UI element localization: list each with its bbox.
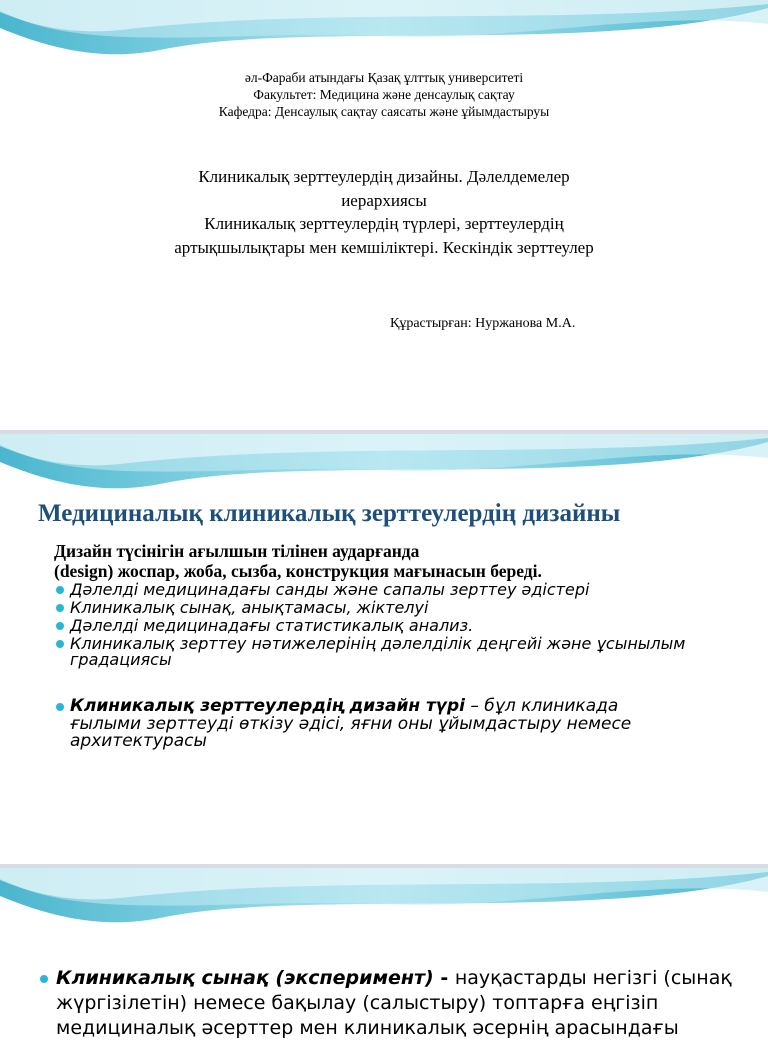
list-item-text: Клиникалық сынақ, анықтамасы, жіктелуі xyxy=(70,598,429,617)
wave-decoration xyxy=(0,0,768,70)
wave-decoration xyxy=(0,868,768,938)
definition-term: Клиникалық зерттеулердің дизайн түрі xyxy=(70,696,465,716)
bullet-list xyxy=(54,582,690,670)
definition-text: – бұл клиникада ғылыми зерттеуді өткізу әдісі, яғни оны ұйымдастыру немесе архитектурасы xyxy=(70,696,632,751)
bullet-icon xyxy=(56,703,64,711)
list-item xyxy=(54,582,690,598)
list-item-text: Клиникалық зерттеу нәтижелерінің дәлелділік деңгейі және ұсынылым градациясы xyxy=(70,634,686,669)
title-line: артықшылықтары мен кемшіліктері. Кескіндік зерттеулер xyxy=(174,237,594,257)
wave-decoration xyxy=(0,434,768,504)
intro-line: Дизайн түсінігін ағылшын тілінен аударғанда xyxy=(54,541,420,561)
experiment-term: Клиникалық сынақ (эксперимент) xyxy=(56,967,434,989)
definition-item xyxy=(54,698,690,751)
slide-title: Медициналық клиникалық зерттеулердің дизайны xyxy=(38,500,621,527)
intro-text xyxy=(54,541,542,581)
bullet-icon xyxy=(56,586,64,594)
definition-list xyxy=(54,698,690,753)
university-block xyxy=(0,69,768,120)
intro-line: (design) жоспар, жоба, сызба, конструкция мағынасын береді. xyxy=(54,561,542,581)
list-item xyxy=(54,636,690,668)
bullet-icon xyxy=(56,622,64,630)
bullet-icon xyxy=(56,640,64,648)
list-item xyxy=(54,600,690,616)
slide-1 xyxy=(0,0,768,430)
faculty-name: Факультет: Медицина және денсаулық сақтау xyxy=(253,87,515,102)
slide-3 xyxy=(0,868,768,1039)
title-line: Клиникалық зерттеулердің түрлері, зерттеулердің xyxy=(204,214,564,233)
title-line: Клиникалық зерттеулердің дизайны. Дәлелдемелер xyxy=(198,167,570,186)
experiment-definition xyxy=(38,966,756,1041)
presentation-title xyxy=(0,165,768,259)
list-item xyxy=(54,618,690,634)
department-name: Кафедра: Денсаулық сақтау саясаты және ұйымдастыруы xyxy=(218,104,550,119)
term-dash: - xyxy=(433,967,455,989)
author: Құрастырған: Нуржанова М.А. xyxy=(390,316,576,331)
bullet-icon xyxy=(40,975,48,983)
bullet-icon xyxy=(56,604,64,612)
list-item-text: Дәлелді медицинадағы санды және сапалы зерттеу әдістері xyxy=(70,580,590,599)
experiment-text: науқастарды негізгі (сынақ жүргізілетін) немесе бақылау (салыстыру) топтарға еңгізіп медициналық әсерттер мен клиникалық əсернің арасындағы xyxy=(56,967,732,1039)
title-line: иерархиясы xyxy=(341,190,427,210)
university-name: әл-Фараби атындағы Қазақ ұлттық университеті xyxy=(244,70,524,85)
list-item-text: Дәлелді медицинадағы статистикалық анализ. xyxy=(70,616,474,635)
slide-2 xyxy=(0,434,768,864)
